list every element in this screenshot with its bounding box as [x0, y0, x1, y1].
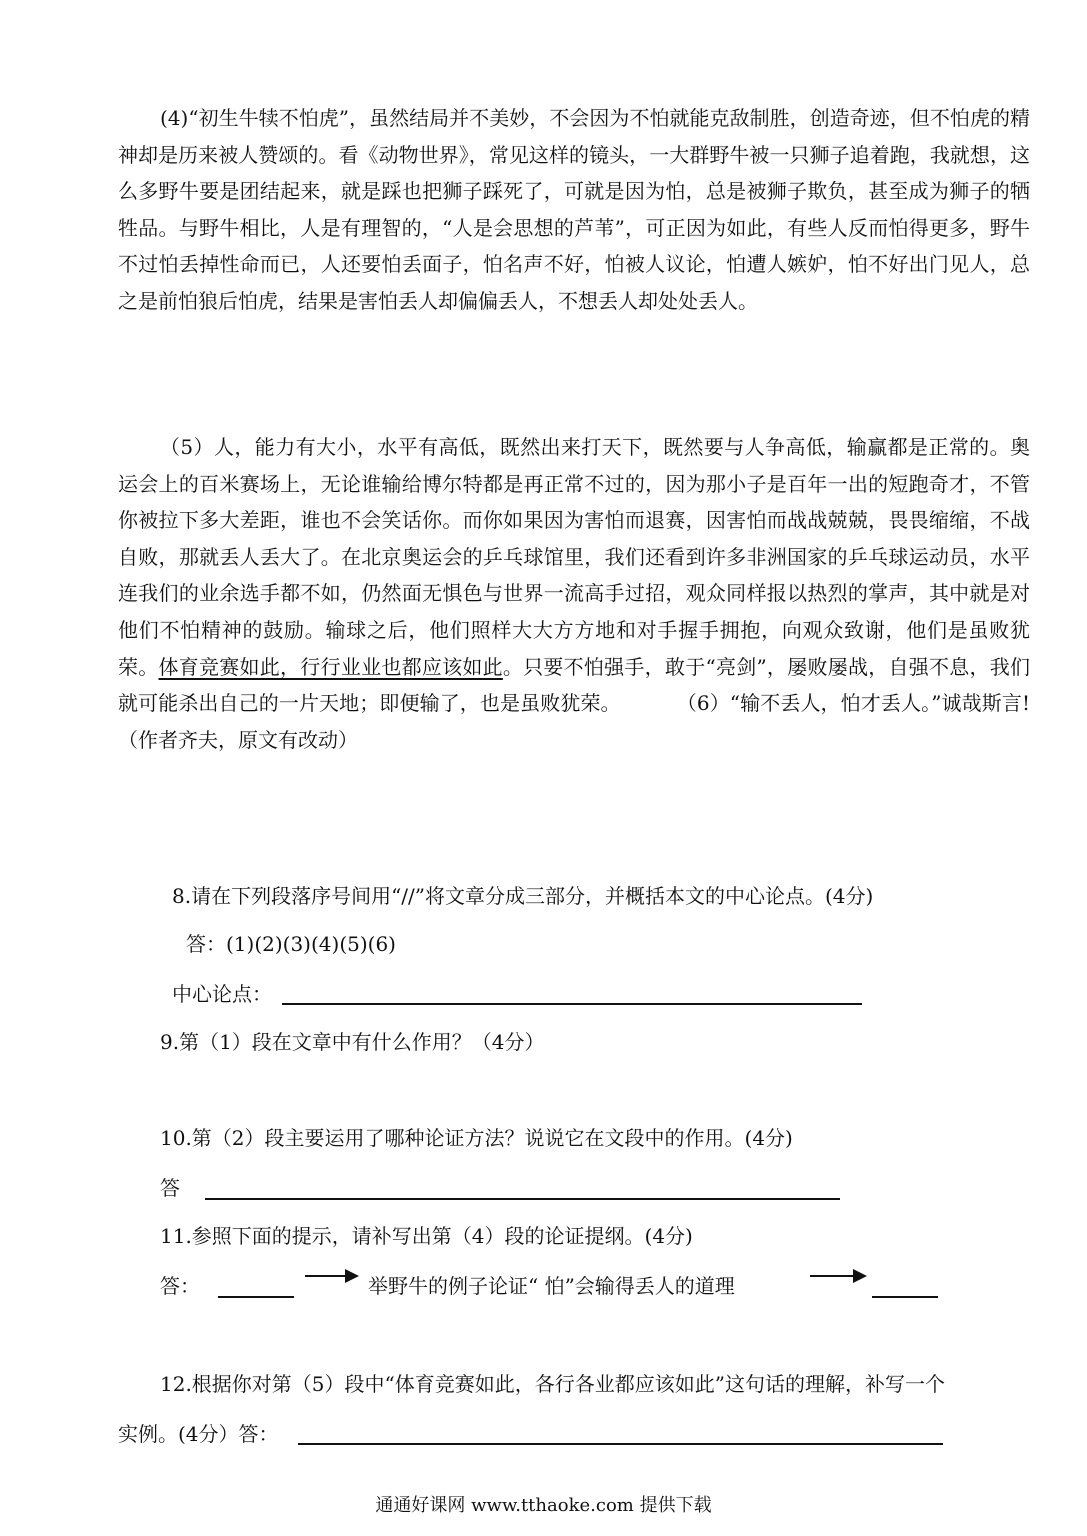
paragraph-4: (4)“初生牛犊不怕虎”，虽然结局并不美妙，不会因为不怕就能克敌制胜，创造奇迹，但不怕虎的精神却是历来被人赞颂的。看《动物世界》，常见这样的镜头，一大群野牛被一只狮子追着跑，我就想，这么多野牛要是团结起来，就是踩也把狮子踩死了，可就是因为怕，总是被狮子欺负，甚至成为狮子的牺牲品。与野牛相比，人是有理智的，“人是会思想的芦苇”，可正因为如此，有些人反而怕得更多，野牛不过怕丢掉性命而已，人还要怕丢面子，怕名声不好，怕被人议论，怕遭人嫉妒，怕不好出门见人，总之是前怕狼后怕虎，结果是害怕丢人却偏偏丢人，不想丢人却处处丢人。 — [118, 106, 1030, 313]
question-8: 8.请在下列段落序号间用“//”将文章分成三部分，并概括本文的中心论点。(4分) — [172, 884, 874, 908]
central-argument-answer-blank[interactable] — [282, 1003, 862, 1005]
outline-first-blank[interactable] — [218, 1296, 294, 1298]
question-10: 10.第（2）段主要运用了哪种论证方法？说说它在文段中的作用。(4分) — [160, 1126, 793, 1150]
paragraph-6: （6）“输不丢人，怕才丢人。”诚哉斯言!（作者齐夫，原文有改动） — [118, 691, 1030, 752]
arrow-right-icon — [305, 1275, 357, 1277]
outline-middle-step: 举野牛的例子论证“ 怕”会输得丢人的道理 — [368, 1274, 735, 1298]
outline-last-blank[interactable] — [872, 1296, 938, 1298]
underlined-sentence: 体育竞赛如此，行行业业也都应该如此 — [158, 654, 503, 679]
question-8-answer: 答：(1)(2)(3)(4)(5)(6) — [186, 932, 396, 956]
question-12-answer-blank[interactable] — [298, 1443, 943, 1445]
paragraph-5 — [118, 429, 1030, 758]
arrow-right-icon — [810, 1275, 865, 1277]
paragraph-5-text-end: 。只要不怕强手，敢于“亮剑”，屡败屡战，自强不息，我们就可能杀出自己的一片天地；即便输了，也是虽败犹荣。 — [118, 654, 1031, 716]
question-9: 9.第（1）段在文章中有什么作用？（4分） — [160, 1030, 545, 1054]
question-11: 11.参照下面的提示，请补写出第（4）段的论证提纲。(4分) — [160, 1224, 693, 1248]
central-argument-label: 中心论点： — [172, 982, 272, 1006]
question-11-answer-label: 答： — [160, 1274, 200, 1298]
question-10-answer-blank[interactable] — [205, 1198, 840, 1200]
page-footer: 通通好课网 www.tthaoke.com 提供下载 — [375, 1495, 712, 1516]
paragraph-5-text: （5）人，能力有大小，水平有高低，既然出来打天下，既然要与人争高低，输赢都是正常的。奥运会上的百米赛场上，无论谁输给博尔特都是再正常不过的，因为那小子是百年一出的短跑奇才，不管你被拉下多大差距，谁也不会笑话你。而你如果因为害怕而退赛，因害怕而战战兢兢，畏畏缩缩，不战自败，那就丢人丢大了。在北京奥运会的乒乓球馆里，我们还看到许多非洲国家的乒乓球运动员，水平连我们的业余选手都不如，仍然面无惧色与世界一流高手过招，观众同样报以热烈的掌声，其中就是对他们不怕精神的鼓励。输球之后，他们照样大大方方地和对手握手拥抱，向观众致谢，他们是虽败犹荣。 — [118, 435, 1030, 679]
question-10-answer-label: 答 — [160, 1176, 180, 1200]
question-12: 12.根据你对第（5）段中“体育竞赛如此，各行各业都应该如此”这句话的理解，补写一个 — [160, 1372, 945, 1396]
question-12-continued: 实例。(4分）答： — [118, 1422, 279, 1446]
